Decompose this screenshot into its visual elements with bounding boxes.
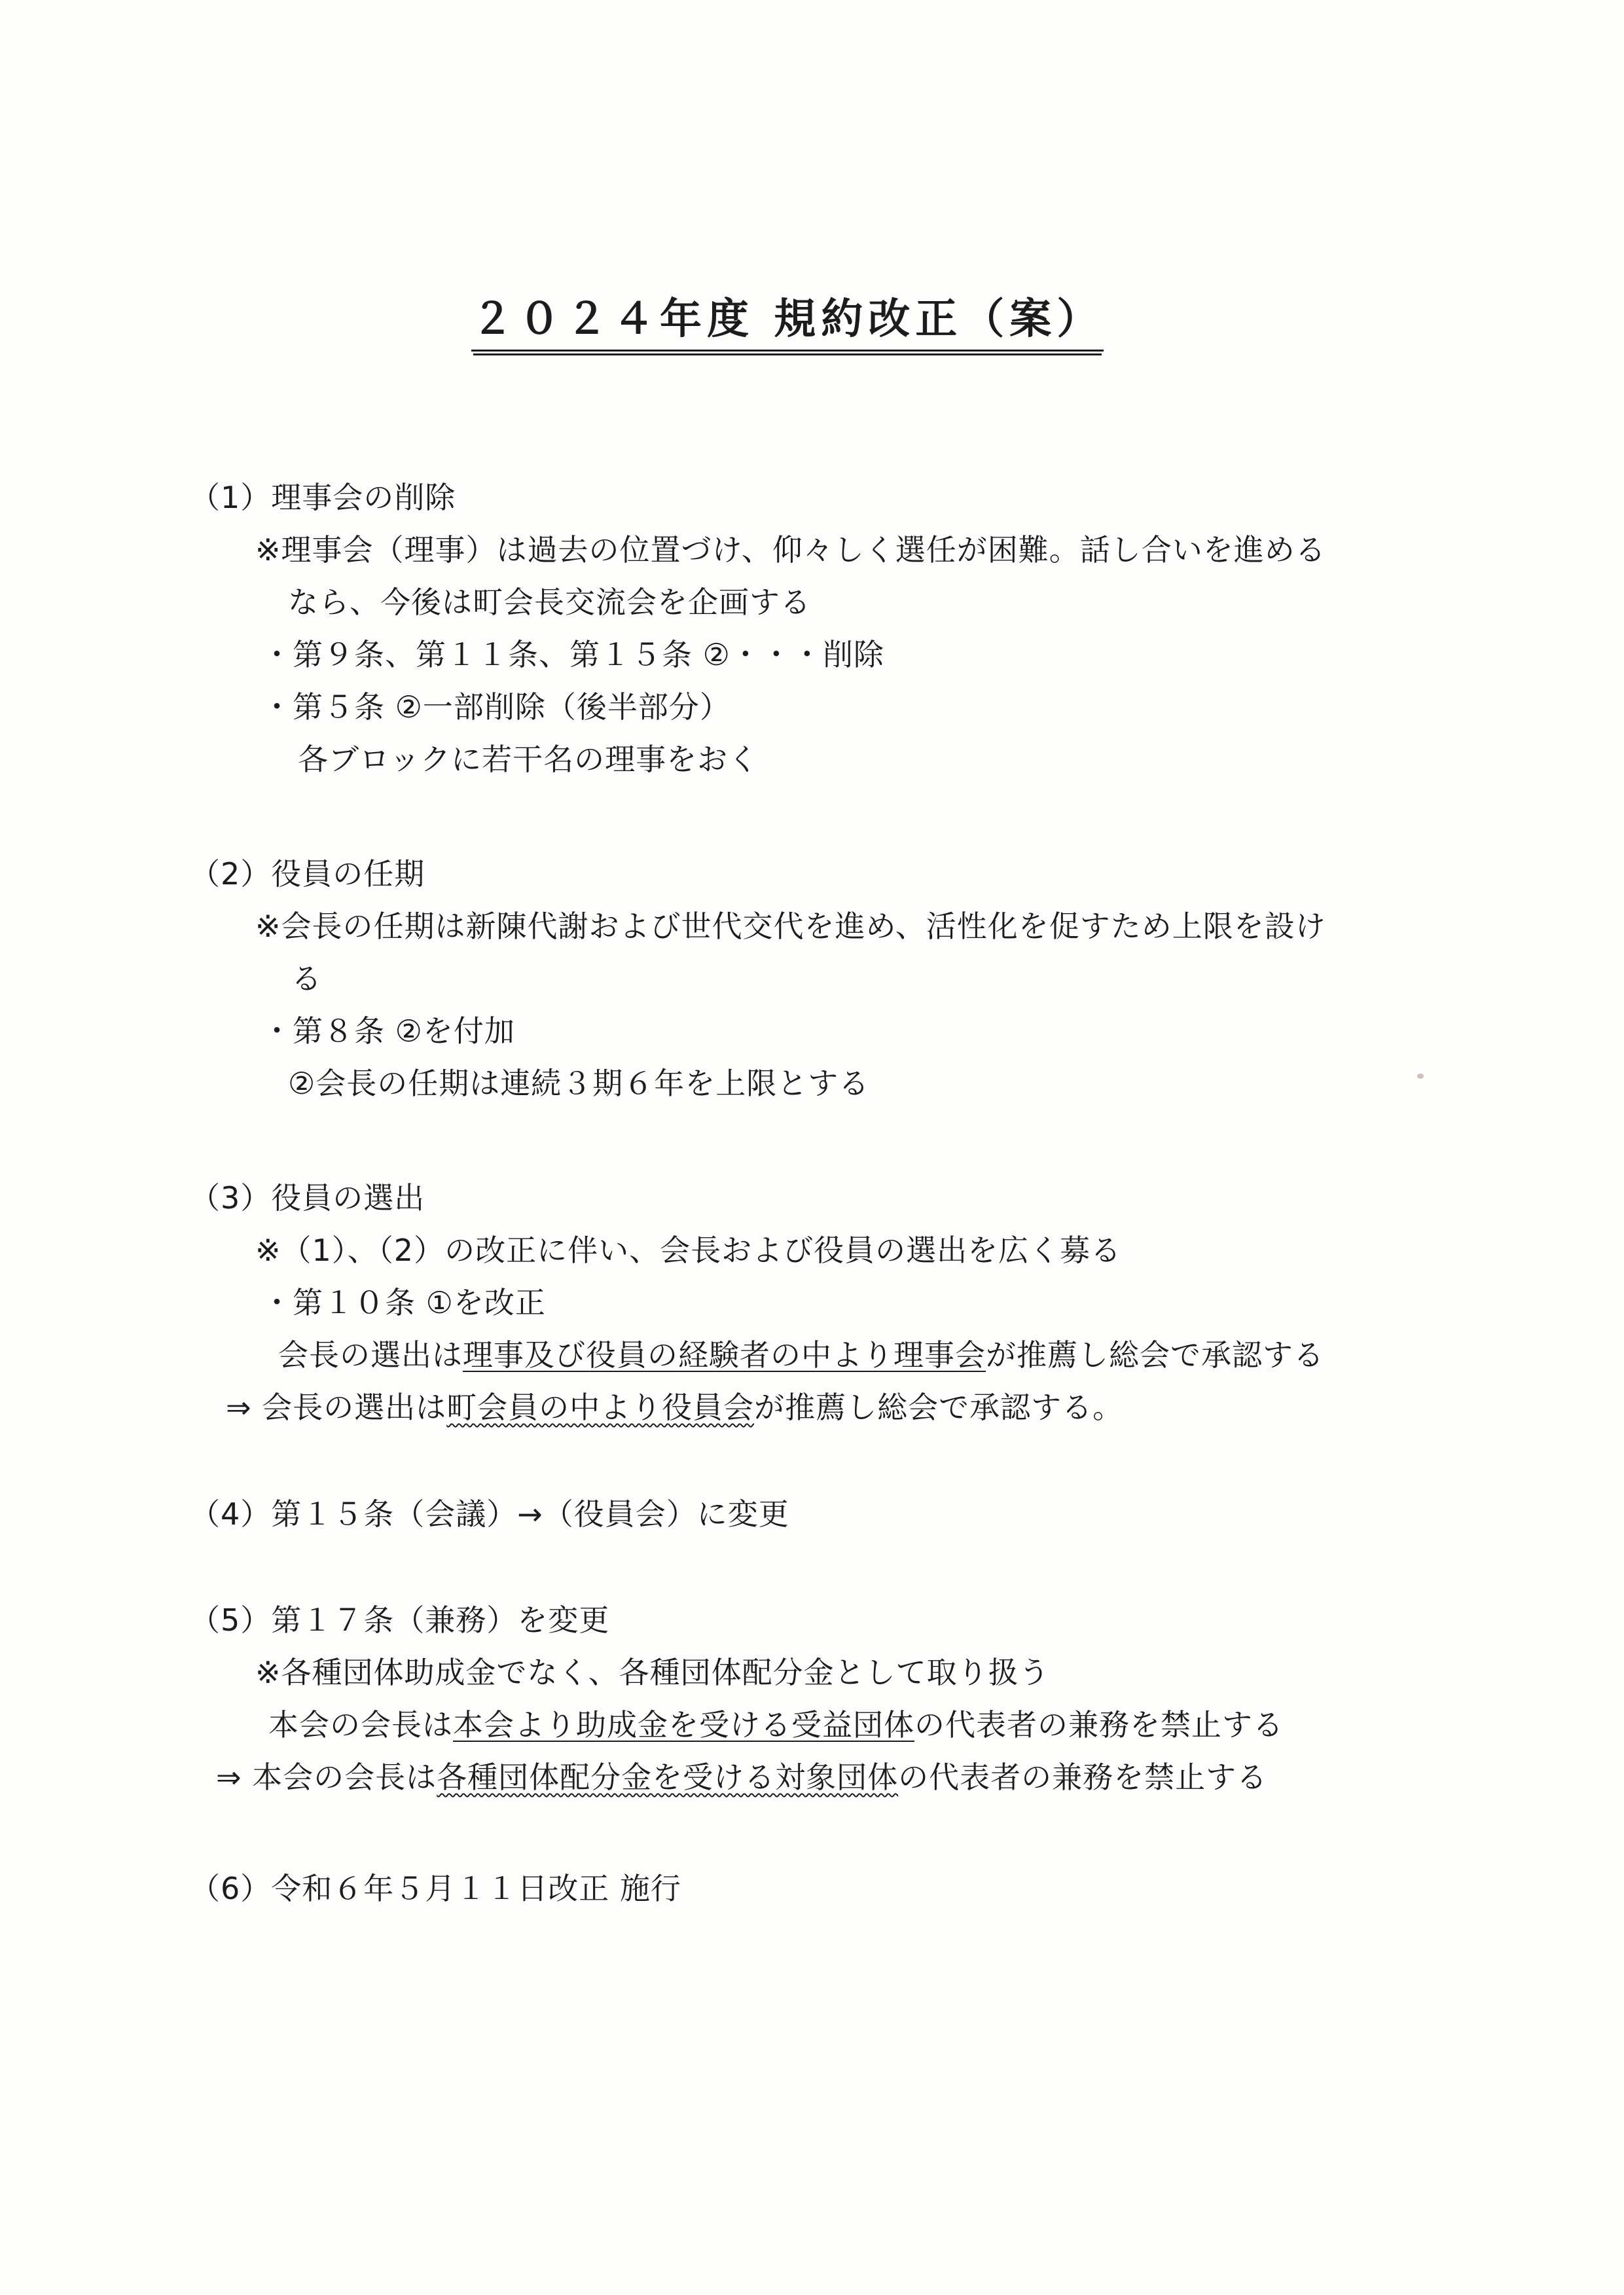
section-5-heading: （5）第１７条（兼務）を変更	[190, 1602, 610, 1638]
section-3-note: ※（1）、（2）の改正に伴い、会長および役員の選出を広く募る	[255, 1233, 1122, 1268]
old-clause-prefix: 会長の選出は	[278, 1337, 463, 1373]
section-2-note-line-1: ※会長の任期は新陳代謝および世代交代を進め、活性化を促すため上限を設け	[255, 909, 1326, 944]
section-2-heading: （2）役員の任期	[190, 856, 425, 892]
revision-arrow: ⇒	[216, 1760, 253, 1795]
section-1-item-2-detail: 各ブロックに若干名の理事をおく	[298, 742, 759, 777]
section-5-note: ※各種団体助成金でなく、各種団体配分金として取り扱う	[255, 1655, 1050, 1690]
section-6-heading: （6）令和６年５月１１日改正 施行	[190, 1871, 681, 1906]
old-clause-suffix: が推薦し総会で承認する	[986, 1337, 1324, 1373]
new-clause-underlined: 各種団体配分金を受ける対象団体	[437, 1760, 899, 1795]
section-4-heading: （4）第１５条（会議）→（役員会）に変更	[190, 1496, 789, 1532]
new-clause-suffix: が推薦し総会で承認する。	[754, 1390, 1124, 1425]
new-clause-prefix: 会長の選出は	[262, 1390, 447, 1425]
section-1-note-line-2: なら、今後は町会長交流会を企画する	[288, 585, 811, 620]
section-3-heading: （3）役員の選出	[190, 1180, 425, 1216]
old-clause-suffix: の代表者の兼務を禁止する	[914, 1707, 1284, 1743]
section-1-item-2: ・第５条 ②一部削除（後半部分）	[262, 689, 731, 725]
old-clause-underlined: 本会より助成金を受ける受益団体	[453, 1707, 914, 1743]
section-2-note-line-2: る	[291, 961, 322, 996]
scan-speck	[1417, 1074, 1424, 1079]
section-1-item-1: ・第９条、第１１条、第１５条 ②・・・削除	[262, 637, 884, 672]
section-3-old-clause	[278, 1335, 1324, 1375]
section-3-item-1: ・第１０条 ①を改正	[262, 1285, 546, 1320]
revision-arrow: ⇒	[226, 1390, 262, 1425]
section-2-item-1: ・第８条 ②を付加	[262, 1013, 515, 1049]
new-clause-prefix: 本会の会長は	[252, 1760, 437, 1795]
section-3-new-clause	[226, 1388, 1123, 1427]
section-1-heading: （1）理事会の削除	[190, 480, 456, 515]
old-clause-prefix: 本会の会長は	[268, 1707, 453, 1743]
new-clause-suffix: の代表者の兼務を禁止する	[898, 1760, 1268, 1795]
old-clause-underlined: 理事及び役員の経験者の中より理事会	[463, 1337, 986, 1373]
section-5-old-clause	[268, 1705, 1284, 1744]
section-2-item-1-detail: ②会長の任期は連続３期６年を上限とする	[288, 1066, 870, 1101]
section-5-new-clause	[216, 1758, 1267, 1797]
new-clause-underlined: 町会員の中より役員会	[446, 1390, 755, 1425]
section-1-note-line-1: ※理事会（理事）は過去の位置づけ、仰々しく選任が困難。話し合いを進める	[255, 532, 1326, 568]
document-title: ２０２４年度 規約改正（案）	[471, 293, 1104, 352]
